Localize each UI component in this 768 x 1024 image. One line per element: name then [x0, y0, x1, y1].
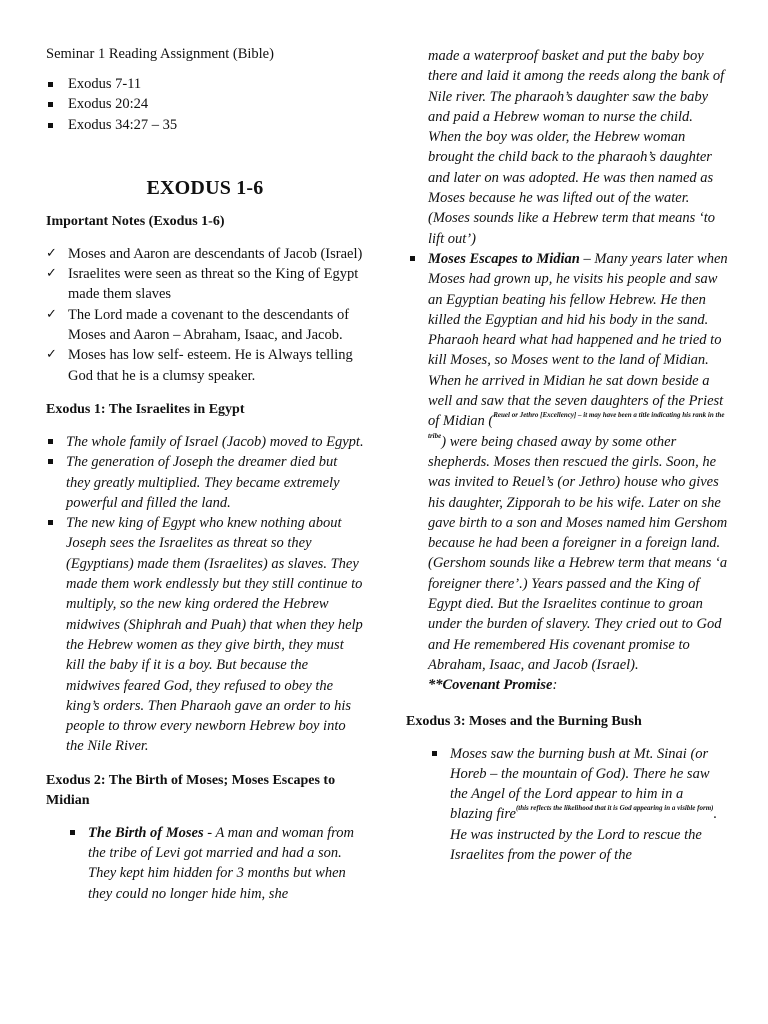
notes-heading: Important Notes (Exodus 1-6)	[46, 213, 225, 229]
right-column	[408, 46, 728, 865]
escape-label: Moses Escapes to Midian	[428, 250, 580, 267]
left-column	[46, 44, 364, 904]
escape-list	[408, 249, 728, 696]
note-text: Moses has low self- esteem. He is Always telling God that he is a clumsy speaker.	[68, 347, 353, 384]
exodus-1-item: The new king of Egypt who knew nothing about Joseph sees the Israelites as threat so they (Egyptians) made them (Israelites) as slaves. They made them work endlessly but they still continue to multiply, so the new king ordered the Hebrew midwives (Shiphrah and Puah) that when they help the Hebrew women as they give birth, they must kill the baby if it is a boy. But because the midwives feared God, they refused to obey the king’s orders. Then Pharaoh gave an order to his people to throw every newborn Hebrew boy into the Nile River.	[46, 513, 364, 757]
note-item	[46, 244, 364, 264]
bush-text-1: Moses saw the burning bush at Mt. Sinai (or Horeb – the mountain of God). There he saw the Angel of the Lord appear to him in a blazing fire	[450, 745, 710, 823]
assignment-title: Seminar 1 Reading Assignment (Bible)	[46, 46, 274, 62]
reading-item: Exodus 20:24	[46, 94, 364, 114]
check-icon: ✓	[46, 245, 57, 261]
bush-footnote: (this reflects the likelihood that it is God appearing in a visible form)	[515, 804, 714, 813]
birth-label: The Birth of Moses	[88, 824, 204, 841]
escape-text-1: – Many years later when Moses had grown up, he visits his people and saw an Egyptian beating his fellow Hebrew. He then killed the Egyptian and hid his body in the sand. Pharaoh heard what had happened and he tried to kill Moses, so Moses went to the land of Midian. When he arrived in Midian he sat down beside a well and saw that the seven daughters of the Priest of Midian (	[428, 250, 728, 430]
exodus-2-heading: Exodus 2: The Birth of Moses; Moses Escapes to Midian	[46, 772, 336, 808]
reading-item: Exodus 7-11	[46, 74, 364, 94]
note-item	[46, 264, 364, 305]
covenant-label: **Covenant Promise	[428, 677, 553, 694]
birth-of-moses-item	[68, 823, 364, 904]
exodus-2-list	[68, 823, 364, 904]
check-icon: ✓	[46, 306, 57, 322]
reading-list	[46, 74, 364, 135]
escape-footnote: Reuel or Jethro [Excellency] – it may have been a title indicating his rank in the tribe	[428, 411, 725, 440]
main-title: EXODUS 1-6	[146, 176, 264, 199]
note-item	[46, 305, 364, 346]
covenant-colon: :	[552, 677, 558, 694]
escape-item	[408, 249, 728, 696]
birth-continued: made a waterproof basket and put the baby boy there and laid it among the reeds along the bank of Nile river. The pharaoh’s daughter saw the baby and paid a Hebrew woman to nurse the child. When the boy was older, the Hebrew woman brought the child back to the pharaoh’s daughter and later on was adopted. He was then named as Moses because he was lifted out of the water. (Moses sounds like a Hebrew term that means ‘to lift out’)	[428, 48, 725, 247]
escape-text-2: ) were being chased away by some other shepherds. Moses then rescued the girls. Soon, he was invited to Reuel’s (or Jethro) house who gives his daughter, Zipporah to be his wife. Later on she gave birth to a son and Moses named him Gershom because he had been a foreigner in a foreign land. (Gershom sounds like a Hebrew term that means ‘a foreigner there’.) Years passed and the King of Egypt died. But the Israelites continue to groan under the burden of slavery. They cried out to God and He remembered His covenant promise to Abraham, Isaac, and Jacob (Israel).	[428, 433, 728, 673]
birth-text: - A man and woman from the tribe of Levi got married and had a son. They kept him hidden for 3 months but when they could no longer hide him, she	[88, 824, 355, 902]
exodus-3-list	[430, 744, 728, 866]
note-text: Moses and Aaron are descendants of Jacob (Israel)	[68, 245, 363, 262]
note-text: The Lord made a covenant to the descendants of Moses and Aaron – Abraham, Isaac, and Jacob.	[68, 306, 350, 344]
notes-list	[46, 244, 364, 386]
exodus-1-item: The generation of Joseph the dreamer died but they greatly multiplied. They became extremely powerful and filled the land.	[46, 452, 364, 513]
note-item	[46, 345, 364, 386]
bush-text-2: . He was instructed by the Lord to rescue the Israelites from the power of the	[450, 806, 718, 863]
exodus-3-heading: Exodus 3: Moses and the Burning Bush	[406, 713, 642, 729]
note-text: Israelites were seen as threat so the King of Egypt made them slaves	[68, 266, 359, 303]
exodus-1-list	[46, 432, 364, 757]
reading-item: Exodus 34:27 – 35	[46, 115, 364, 135]
check-icon: ✓	[46, 266, 57, 282]
burning-bush-item	[430, 744, 728, 866]
check-icon: ✓	[46, 347, 57, 363]
exodus-1-item: The whole family of Israel (Jacob) moved to Egypt.	[46, 432, 364, 452]
exodus-1-heading: Exodus 1: The Israelites in Egypt	[46, 401, 245, 417]
